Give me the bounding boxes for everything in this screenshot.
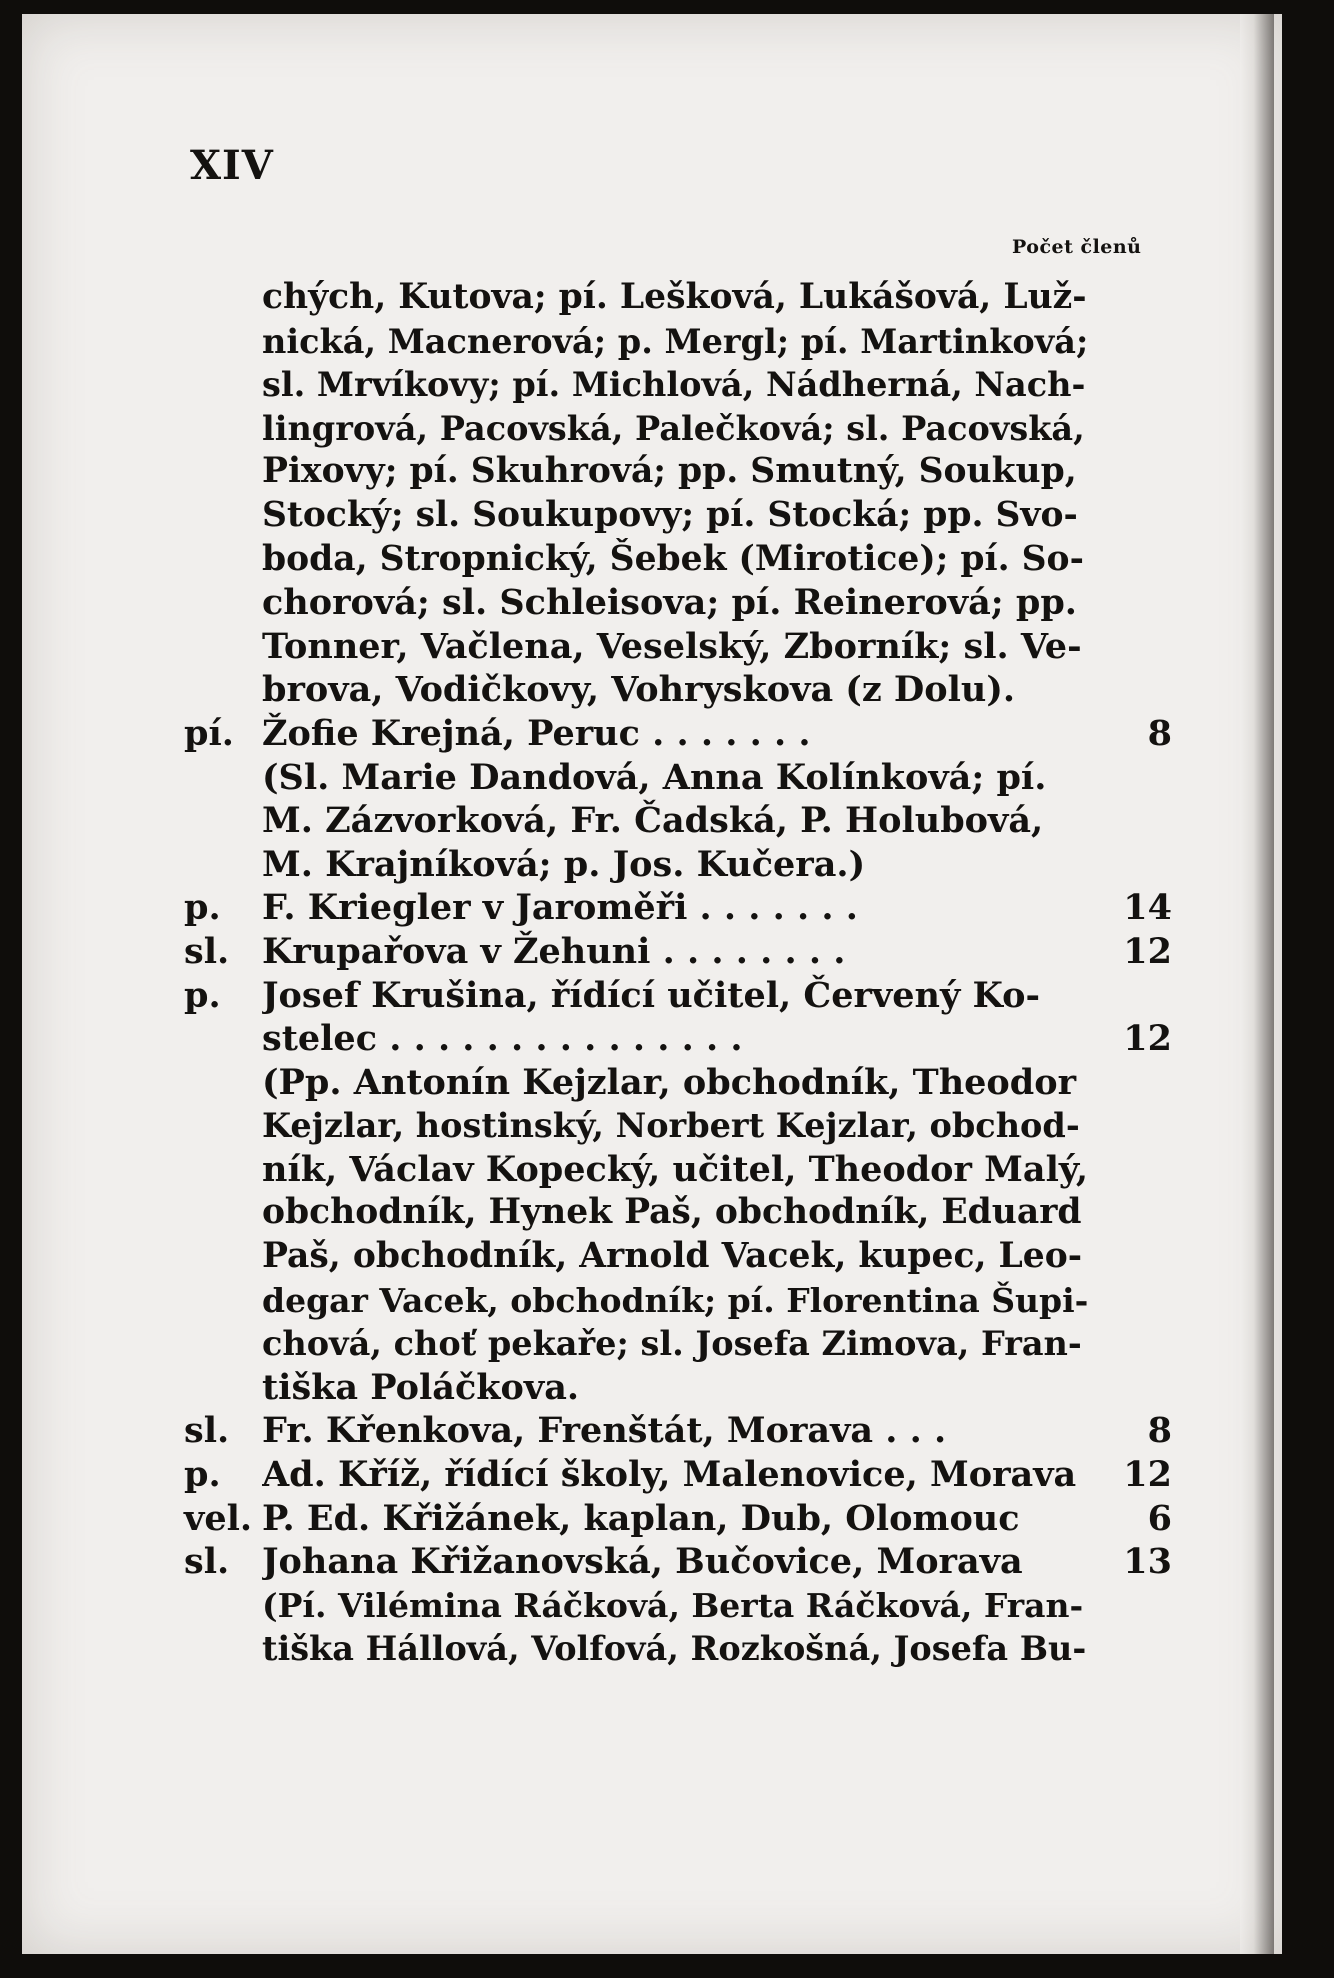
text-line	[22, 1584, 1282, 1628]
line-text: Pixovy; pí. Skuhrová; pp. Smutný, Soukup,	[262, 451, 1077, 492]
line-text: ník, Václav Kopecký, učitel, Theodor Malý,	[262, 1148, 1088, 1190]
text-line	[22, 1453, 1282, 1497]
line-text: chých, Kutova; pí. Lešková, Lukášová, Luž-	[262, 277, 1087, 317]
line-text: Kejzlar, hostinský, Norbert Kejzlar, obchod-	[262, 1106, 1080, 1146]
text-line	[22, 450, 1282, 494]
text-line	[22, 1540, 1282, 1584]
line-text: Johana Křižanovská, Bučovice, Morava	[262, 1541, 1023, 1583]
line-text: Žofie Krejná, Peruc . . . . . . .	[262, 712, 811, 754]
text-line	[22, 494, 1282, 538]
member-count: 12	[1123, 1018, 1172, 1060]
line-text: boda, Stropnický, Šebek (Mirotice); pí. So-	[262, 538, 1084, 579]
text-line	[22, 1409, 1282, 1453]
text-line	[22, 1627, 1282, 1671]
member-count: 14	[1123, 887, 1172, 929]
text-line	[22, 1104, 1282, 1148]
text-line	[22, 1366, 1282, 1410]
text-line	[22, 1497, 1282, 1541]
line-text: Ad. Kříž, řídící školy, Malenovice, Morava	[262, 1454, 1077, 1496]
text-line	[22, 1322, 1282, 1366]
line-prefix: vel.	[184, 1497, 253, 1539]
line-text: (Pí. Vilémina Ráčková, Berta Ráčková, Fran-	[262, 1585, 1084, 1625]
line-prefix: pí.	[184, 712, 234, 754]
member-count: 8	[1147, 1410, 1172, 1452]
column-header-member-count: Počet členů	[1012, 236, 1142, 258]
line-prefix: sl.	[184, 1410, 230, 1452]
line-text: Josef Krušina, řídící učitel, Červený Ko-	[262, 974, 1041, 1016]
text-line	[22, 886, 1282, 930]
line-text: degar Vacek, obchodník; pí. Florentina Šupi-	[262, 1280, 1088, 1320]
line-text: F. Kriegler v Jaroměři . . . . . . .	[262, 887, 858, 929]
text-line	[22, 538, 1282, 582]
line-prefix: p.	[184, 974, 221, 1016]
line-text: brova, Vodičkovy, Vohryskova (z Dolu).	[262, 669, 1016, 711]
page-number: XIV	[190, 142, 274, 189]
line-text: Fr. Křenkova, Frenštát, Morava . . .	[262, 1410, 947, 1452]
text-line	[22, 1191, 1282, 1235]
line-text: M. Krajníková; p. Jos. Kučera.)	[262, 843, 866, 885]
line-prefix: p.	[184, 1454, 221, 1496]
line-text: chová, choť pekaře; sl. Josefa Zimova, Fran-	[262, 1324, 1082, 1364]
line-text: Stocký; sl. Soukupovy; pí. Stocká; pp. Svo-	[262, 494, 1078, 535]
member-count: 12	[1123, 1454, 1172, 1496]
text-line	[22, 930, 1282, 974]
line-text: chorová; sl. Schleisova; pí. Reinerová; pp.	[262, 582, 1077, 624]
text-line	[22, 276, 1282, 320]
text-line	[22, 1061, 1282, 1105]
text-line	[22, 756, 1282, 800]
text-line	[22, 363, 1282, 407]
text-line	[22, 843, 1282, 887]
line-text: stelec . . . . . . . . . . . . . . .	[262, 1018, 743, 1060]
text-line	[22, 1235, 1282, 1279]
line-text: M. Zázvorková, Fr. Čadská, P. Holubová,	[262, 800, 1044, 842]
member-count: 6	[1147, 1497, 1172, 1539]
line-text: Paš, obchodník, Arnold Vacek, kupec, Leo-	[262, 1236, 1083, 1277]
line-prefix: sl.	[184, 930, 230, 972]
book-page	[22, 14, 1282, 1954]
line-text: tiška Poláčkova.	[262, 1366, 580, 1408]
text-line	[22, 625, 1282, 669]
line-text: tiška Hállová, Volfová, Rozkošná, Josefa Bu-	[262, 1629, 1087, 1669]
text-line	[22, 320, 1282, 364]
line-text: lingrová, Pacovská, Palečková; sl. Pacovská,	[262, 408, 1085, 448]
line-prefix: p.	[184, 887, 221, 929]
text-line	[22, 407, 1282, 451]
line-text: nická, Macnerová; p. Mergl; pí. Martinková;	[262, 321, 1088, 361]
member-list	[22, 276, 1282, 1671]
text-line	[22, 581, 1282, 625]
member-count: 13	[1123, 1541, 1172, 1583]
text-line	[22, 1148, 1282, 1192]
line-text: (Sl. Marie Dandová, Anna Kolínková; pí.	[262, 756, 1047, 798]
member-count: 8	[1147, 712, 1172, 754]
line-text: obchodník, Hynek Paš, obchodník, Eduard	[262, 1192, 1082, 1233]
text-line	[22, 1279, 1282, 1323]
member-count: 12	[1123, 930, 1172, 972]
line-text: (Pp. Antonín Kejzlar, obchodník, Theodor	[262, 1061, 1077, 1103]
line-text: P. Ed. Křižánek, kaplan, Dub, Olomouc	[262, 1497, 1020, 1539]
text-line	[22, 799, 1282, 843]
text-line	[22, 712, 1282, 756]
line-text: Krupařova v Žehuni . . . . . . . .	[262, 930, 846, 972]
line-text: Tonner, Vačlena, Veselský, Zborník; sl. Ve-	[262, 625, 1082, 667]
text-line	[22, 1017, 1282, 1061]
line-text: sl. Mrvíkovy; pí. Michlová, Nádherná, Nach-	[262, 365, 1086, 405]
line-prefix: sl.	[184, 1541, 230, 1583]
text-line	[22, 668, 1282, 712]
text-line	[22, 974, 1282, 1018]
